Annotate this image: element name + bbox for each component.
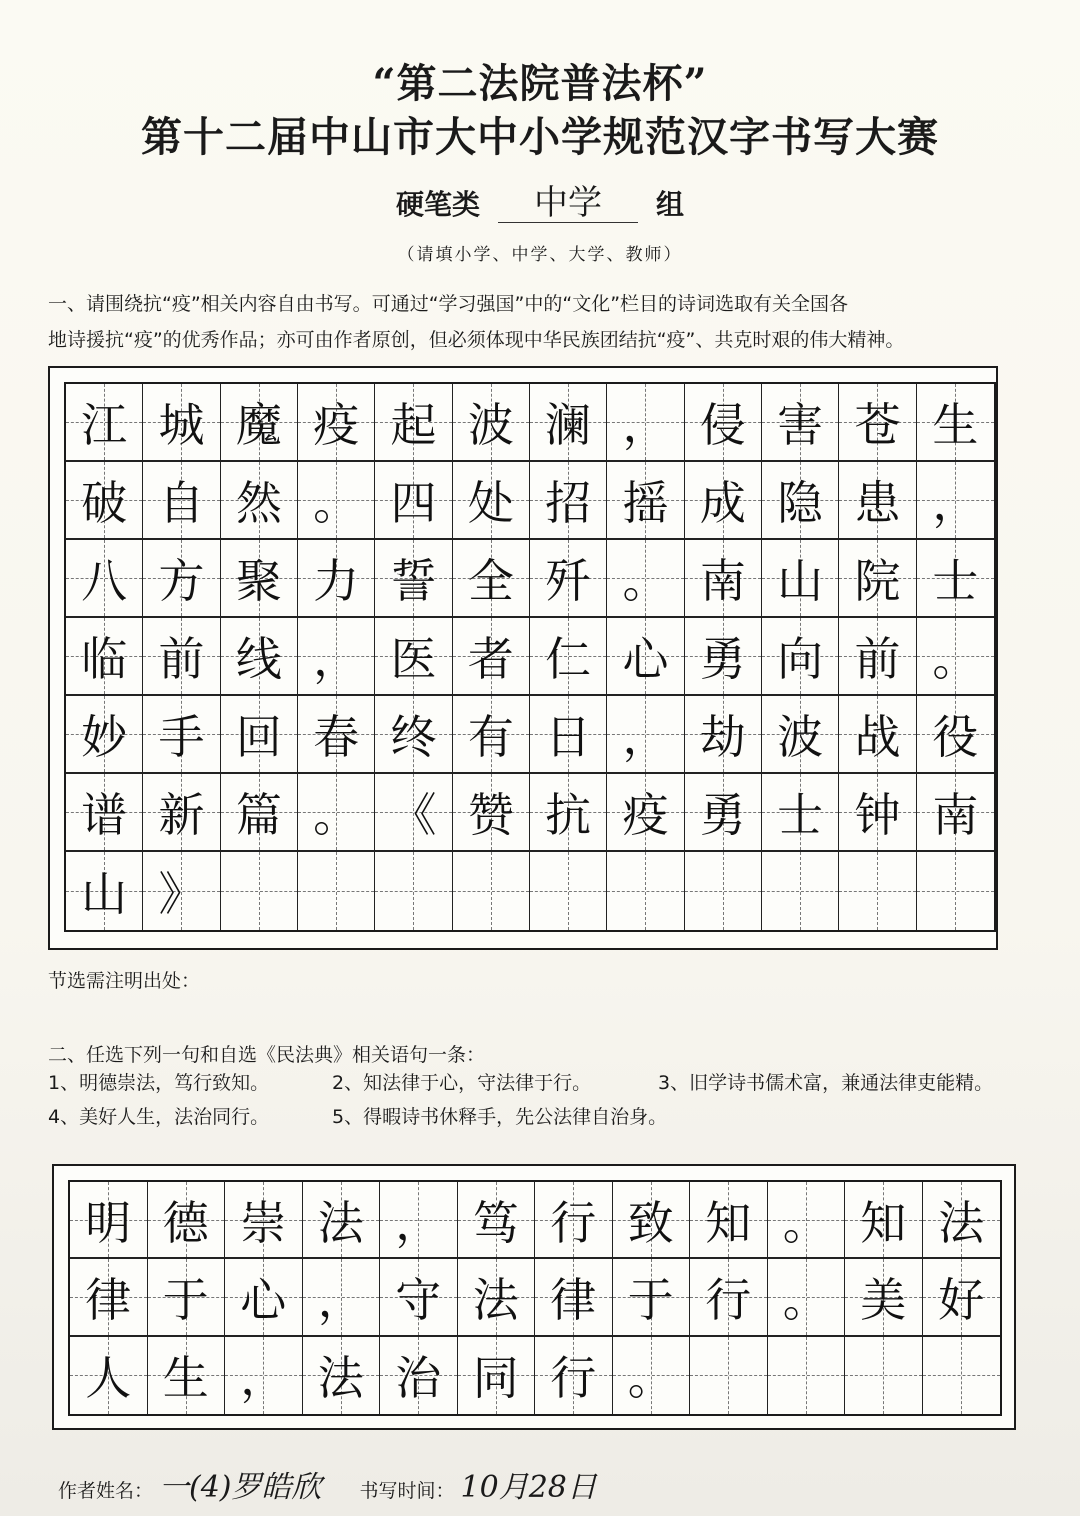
section1-instruction-line1: 一、请围绕抗“疫”相关内容自由书写。可通过“学习强国”中的“文化”栏目的诗词选取有关全国各	[48, 293, 849, 315]
grid-cell[interactable]	[535, 1259, 613, 1336]
handwritten-character: 人	[85, 1351, 132, 1406]
handwritten-character: 篇	[235, 788, 282, 842]
handwritten-character: 仁	[545, 632, 592, 686]
grid-cell[interactable]	[923, 1182, 1001, 1259]
grid-cell[interactable]	[762, 384, 839, 462]
handwritten-character: 山	[81, 867, 128, 921]
grid-cell[interactable]	[762, 852, 839, 930]
grid-cell[interactable]	[685, 852, 762, 930]
grid-cell[interactable]	[917, 618, 994, 696]
handwritten-character: 。	[627, 1351, 674, 1406]
grid-cell[interactable]	[685, 384, 762, 462]
section1-instructions	[48, 286, 1038, 358]
grid-cell[interactable]	[143, 696, 220, 774]
grid-cell[interactable]	[298, 462, 375, 540]
handwritten-character: 》	[158, 867, 205, 921]
handwritten-character: 明	[85, 1195, 132, 1250]
grid-cell[interactable]	[375, 384, 452, 462]
option-4: 4、美好人生，法治同行。	[48, 1106, 270, 1128]
handwritten-character: 谱	[81, 788, 128, 842]
grid-cell[interactable]	[530, 852, 607, 930]
grid-cell[interactable]	[839, 618, 916, 696]
grid-cell[interactable]	[143, 462, 220, 540]
grid-cell[interactable]	[66, 852, 143, 930]
source-note: 节选需注明出处：	[48, 970, 201, 992]
grid-cell[interactable]	[298, 618, 375, 696]
grid-cell[interactable]	[690, 1182, 768, 1259]
handwritten-character: ，	[313, 632, 360, 686]
handwritten-character: 。	[782, 1195, 829, 1250]
handwritten-character: 线	[235, 632, 282, 686]
grid-cell[interactable]	[607, 540, 684, 618]
grid-cell[interactable]	[453, 618, 530, 696]
grid-cell[interactable]	[613, 1337, 691, 1414]
handwritten-character: 行	[550, 1195, 597, 1250]
option-2: 2、知法律于心，守法律于行。	[332, 1072, 592, 1094]
handwritten-character: 起	[390, 398, 437, 452]
grid-cell[interactable]	[613, 1182, 691, 1259]
handwritten-character: 院	[854, 554, 901, 608]
handwritten-character: 害	[777, 398, 824, 452]
category-hint: （请填小学、中学、大学、教师）	[397, 245, 683, 265]
grid-cell[interactable]	[143, 540, 220, 618]
handwritten-character: 。	[622, 554, 669, 608]
grid-cell[interactable]	[685, 540, 762, 618]
grid-cell[interactable]	[535, 1182, 613, 1259]
cup-title: “第二法院普法杯”	[372, 60, 708, 107]
grid-cell[interactable]	[375, 852, 452, 930]
handwritten-character: 医	[390, 632, 437, 686]
grid-cell[interactable]	[690, 1259, 768, 1336]
grid-cell[interactable]	[375, 618, 452, 696]
handwritten-character: 行	[550, 1351, 597, 1406]
grid-cell[interactable]	[839, 774, 916, 852]
handwritten-character: 生	[932, 398, 979, 452]
handwritten-character: 士	[777, 788, 824, 842]
handwritten-character: 隐	[777, 476, 824, 530]
handwritten-character: 律	[85, 1272, 132, 1327]
handwritten-character: 誓	[390, 554, 437, 608]
category-line	[0, 183, 1080, 223]
handwritten-character: 疫	[313, 398, 360, 452]
handwritten-character: 法	[317, 1351, 364, 1406]
grid-cell[interactable]	[453, 384, 530, 462]
grid-cell[interactable]	[530, 462, 607, 540]
option-3: 3、旧学诗书儒术富，兼通法律吏能精。	[658, 1072, 994, 1094]
handwritten-character: 全	[467, 554, 514, 608]
handwritten-character: 破	[81, 476, 128, 530]
option-1: 1、明德崇法，笃行致知。	[48, 1072, 270, 1094]
handwritten-character: 四	[390, 476, 437, 530]
grid-cell[interactable]	[221, 462, 298, 540]
grid-cell[interactable]	[530, 540, 607, 618]
grid-cell[interactable]	[298, 696, 375, 774]
handwritten-character: 苍	[854, 398, 901, 452]
handwritten-character: 自	[158, 476, 205, 530]
grid-cell[interactable]	[607, 462, 684, 540]
grid-cell[interactable]	[607, 852, 684, 930]
handwritten-character: ，	[932, 476, 979, 530]
handwritten-character: 妙	[81, 710, 128, 764]
grid-cell[interactable]	[375, 540, 452, 618]
handwritten-character: 江	[81, 398, 128, 452]
date-label: 书写时间：	[359, 1480, 455, 1502]
handwritten-character: 法	[472, 1272, 519, 1327]
handwritten-character: 有	[467, 710, 514, 764]
handwritten-character: 城	[158, 398, 205, 452]
grid-cell[interactable]	[530, 774, 607, 852]
grid-cell[interactable]	[762, 774, 839, 852]
category-suffix: 组	[656, 188, 685, 221]
handwritten-character: 知	[860, 1195, 907, 1250]
handwritten-character: 致	[627, 1195, 674, 1250]
grid-cell[interactable]	[917, 462, 994, 540]
handwritten-character: 南	[932, 788, 979, 842]
grid-cell[interactable]	[762, 696, 839, 774]
handwritten-character: 波	[777, 710, 824, 764]
grid-cell[interactable]	[607, 618, 684, 696]
grid-cell[interactable]	[923, 1337, 1001, 1414]
grid-cell[interactable]	[458, 1259, 536, 1336]
handwritten-character: 心	[240, 1272, 287, 1327]
handwritten-character: 摇	[622, 476, 669, 530]
grid-cell[interactable]	[303, 1182, 381, 1259]
handwritten-character: 前	[158, 632, 205, 686]
category-prefix: 硬笔类	[395, 188, 480, 221]
grid-cell[interactable]	[298, 774, 375, 852]
handwritten-character: 。	[782, 1272, 829, 1327]
grid-cell[interactable]	[530, 384, 607, 462]
handwritten-character: 于	[627, 1272, 674, 1327]
handwritten-character: 知	[705, 1195, 752, 1250]
grid-cell[interactable]	[839, 540, 916, 618]
grid-cell[interactable]	[762, 618, 839, 696]
handwritten-character: 同	[472, 1351, 519, 1406]
handwritten-character: 。	[932, 632, 979, 686]
handwritten-character: 。	[313, 476, 360, 530]
handwritten-character: 患	[854, 476, 901, 530]
grid-cell[interactable]	[375, 696, 452, 774]
grid-cell[interactable]	[221, 384, 298, 462]
grid-cell[interactable]	[453, 852, 530, 930]
handwritten-character: 歼	[545, 554, 592, 608]
handwritten-character: 方	[158, 554, 205, 608]
grid-cell[interactable]	[453, 462, 530, 540]
handwritten-character: 抗	[545, 788, 592, 842]
grid-cell[interactable]	[768, 1337, 846, 1414]
handwritten-character: 勇	[699, 632, 746, 686]
grid-cell[interactable]	[143, 852, 220, 930]
handwritten-character: 治	[395, 1351, 442, 1406]
handwritten-character: 前	[854, 632, 901, 686]
grid-cell[interactable]	[613, 1259, 691, 1336]
grid-cell[interactable]	[375, 774, 452, 852]
handwritten-character: 德	[162, 1195, 209, 1250]
grid-cell[interactable]	[143, 384, 220, 462]
grid-cell[interactable]	[66, 462, 143, 540]
handwritten-character: 回	[235, 710, 282, 764]
grid-cell[interactable]	[143, 618, 220, 696]
grid-cell[interactable]	[148, 1182, 226, 1259]
grid-cell[interactable]	[225, 1259, 303, 1336]
handwritten-character: 澜	[545, 398, 592, 452]
handwritten-character: 钟	[854, 788, 901, 842]
grid-cell[interactable]	[66, 696, 143, 774]
handwritten-character: 法	[938, 1195, 985, 1250]
grid-cell[interactable]	[458, 1337, 536, 1414]
grid-cell[interactable]	[380, 1337, 458, 1414]
handwritten-character: ，	[395, 1195, 442, 1250]
handwritten-character: 向	[777, 632, 824, 686]
handwritten-character: 心	[622, 632, 669, 686]
handwritten-character: 处	[467, 476, 514, 530]
handwritten-character: 然	[235, 476, 282, 530]
grid-cell[interactable]	[530, 618, 607, 696]
grid-cell[interactable]	[685, 696, 762, 774]
grid-cell[interactable]	[66, 774, 143, 852]
category-field[interactable]: 中学	[498, 184, 638, 223]
handwritten-character: 于	[162, 1272, 209, 1327]
grid-cell[interactable]	[66, 540, 143, 618]
grid-cell[interactable]	[690, 1337, 768, 1414]
grid-cell[interactable]	[535, 1337, 613, 1414]
grid-cell[interactable]	[225, 1182, 303, 1259]
grid-cell[interactable]	[530, 696, 607, 774]
handwritten-character: 力	[313, 554, 360, 608]
handwritten-character: 美	[860, 1272, 907, 1327]
handwritten-character: 聚	[235, 554, 282, 608]
section2-instruction: 二、任选下列一句和自选《民法典》相关语句一条：	[48, 1044, 486, 1066]
handwritten-character: 律	[550, 1272, 597, 1327]
grid-cell[interactable]	[917, 774, 994, 852]
grid-cell[interactable]	[839, 384, 916, 462]
grid-cell[interactable]	[917, 852, 994, 930]
handwritten-character: 新	[158, 788, 205, 842]
grid-cell[interactable]	[380, 1259, 458, 1336]
grid-cell[interactable]	[303, 1337, 381, 1414]
grid-cell[interactable]	[221, 618, 298, 696]
author-name-field[interactable]: 一(4)罗皓欣	[159, 1470, 322, 1505]
grid-cell[interactable]	[917, 384, 994, 462]
handwritten-character: 终	[390, 710, 437, 764]
grid-cell[interactable]	[66, 384, 143, 462]
grid-cell[interactable]	[298, 540, 375, 618]
handwritten-character: ，	[622, 710, 669, 764]
grid-cell[interactable]	[225, 1337, 303, 1414]
handwritten-character: 魔	[235, 398, 282, 452]
grid-cell[interactable]	[298, 384, 375, 462]
grid-cell[interactable]	[303, 1259, 381, 1336]
section2-writing-grid[interactable]	[68, 1180, 1002, 1416]
section1-instruction-line2: 地诗援抗“疫”的优秀作品；亦可由作者原创，但必须体现中华民族团结抗“疫”、共克时艰的伟大精神。	[48, 329, 905, 351]
handwritten-character: 战	[854, 710, 901, 764]
handwritten-character: 日	[545, 710, 592, 764]
grid-cell[interactable]	[607, 774, 684, 852]
handwritten-character: 士	[932, 554, 979, 608]
grid-cell[interactable]	[607, 696, 684, 774]
grid-cell[interactable]	[221, 540, 298, 618]
handwritten-character: 役	[932, 710, 979, 764]
grid-cell[interactable]	[66, 618, 143, 696]
grid-cell[interactable]	[839, 462, 916, 540]
handwritten-character: 崇	[240, 1195, 287, 1250]
grid-cell[interactable]	[148, 1337, 226, 1414]
handwritten-character: 。	[313, 788, 360, 842]
handwritten-character: 招	[545, 476, 592, 530]
grid-cell[interactable]	[839, 852, 916, 930]
grid-cell[interactable]	[839, 696, 916, 774]
date-field[interactable]: 10月28日	[460, 1470, 597, 1505]
grid-cell[interactable]	[607, 384, 684, 462]
handwritten-character: 者	[467, 632, 514, 686]
handwritten-character: 成	[699, 476, 746, 530]
handwritten-character: 勇	[699, 788, 746, 842]
grid-cell[interactable]	[380, 1182, 458, 1259]
grid-cell[interactable]	[768, 1259, 846, 1336]
handwritten-character: 《	[390, 788, 437, 842]
grid-cell[interactable]	[768, 1182, 846, 1259]
handwritten-character: 笃	[472, 1195, 519, 1250]
handwritten-character: 行	[705, 1272, 752, 1327]
grid-cell[interactable]	[923, 1259, 1001, 1336]
handwritten-character: 八	[81, 554, 128, 608]
grid-cell[interactable]	[917, 540, 994, 618]
grid-cell[interactable]	[845, 1259, 923, 1336]
handwritten-character: 赞	[467, 788, 514, 842]
option-5: 5、得暇诗书休释手，先公法律自治身。	[332, 1106, 668, 1128]
grid-cell[interactable]	[685, 618, 762, 696]
grid-cell[interactable]	[375, 462, 452, 540]
grid-cell[interactable]	[70, 1182, 148, 1259]
handwritten-character: ，	[317, 1272, 364, 1327]
author-label: 作者姓名：	[58, 1480, 154, 1502]
handwritten-character: 守	[395, 1272, 442, 1327]
grid-cell[interactable]	[845, 1337, 923, 1414]
handwritten-character: 劫	[699, 710, 746, 764]
grid-cell[interactable]	[221, 774, 298, 852]
handwritten-character: 山	[777, 554, 824, 608]
grid-cell[interactable]	[917, 696, 994, 774]
handwritten-character: 临	[81, 632, 128, 686]
grid-cell[interactable]	[70, 1259, 148, 1336]
footer	[58, 1462, 597, 1506]
handwritten-character: 疫	[622, 788, 669, 842]
handwritten-character: 春	[313, 710, 360, 764]
handwritten-character: 侵	[699, 398, 746, 452]
handwritten-character: 波	[467, 398, 514, 452]
grid-cell[interactable]	[685, 774, 762, 852]
grid-cell[interactable]	[762, 540, 839, 618]
grid-cell[interactable]	[143, 774, 220, 852]
grid-cell[interactable]	[70, 1337, 148, 1414]
handwritten-character: ，	[240, 1351, 287, 1406]
handwritten-character: 生	[162, 1351, 209, 1406]
grid-cell[interactable]	[453, 696, 530, 774]
grid-cell[interactable]	[845, 1182, 923, 1259]
handwritten-character: ，	[622, 398, 669, 452]
grid-cell[interactable]	[298, 852, 375, 930]
grid-cell[interactable]	[221, 696, 298, 774]
grid-cell[interactable]	[453, 540, 530, 618]
handwritten-character: 法	[317, 1195, 364, 1250]
handwritten-character: 手	[158, 710, 205, 764]
grid-cell[interactable]	[458, 1182, 536, 1259]
handwritten-character: 南	[699, 554, 746, 608]
section2-options	[48, 1066, 993, 1134]
grid-cell[interactable]	[221, 852, 298, 930]
contest-title: 第十二届中山市大中小学规范汉字书写大赛	[141, 113, 939, 161]
grid-cell[interactable]	[762, 462, 839, 540]
section1-writing-grid[interactable]	[64, 382, 996, 932]
handwritten-character: 好	[938, 1272, 985, 1327]
grid-cell[interactable]	[685, 462, 762, 540]
grid-cell[interactable]	[453, 774, 530, 852]
grid-cell[interactable]	[148, 1259, 226, 1336]
